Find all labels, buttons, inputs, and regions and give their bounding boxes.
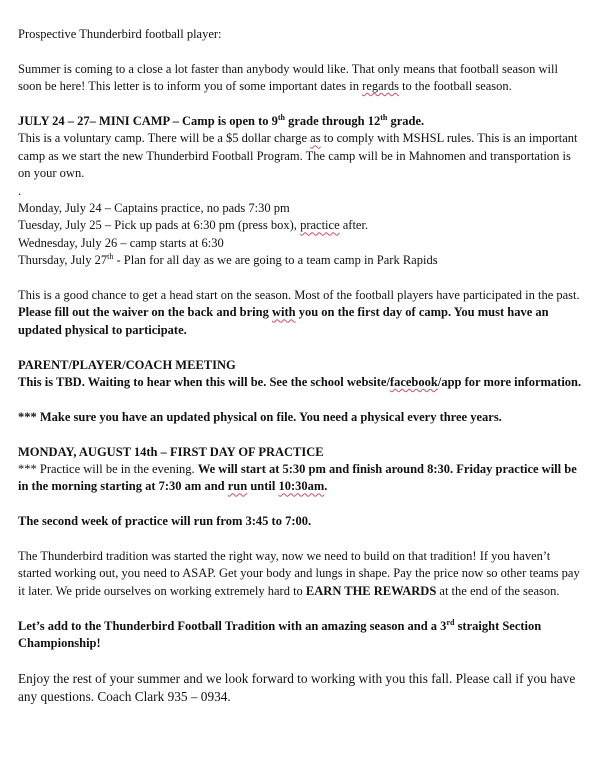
closing-paragraph: Enjoy the rest of your summer and we look forward to working with you this fall. Please call if you have any questions. Coach Clark 935 – 0934. bbox=[18, 670, 576, 705]
intro-paragraph: Summer is coming to a close a lot faster than anybody would like. That only means that football season will soon be here! This letter is to inform you of some important dates in regards to the football season. bbox=[18, 61, 558, 94]
spellcheck-word-with: with bbox=[271, 305, 296, 320]
stray-period: . bbox=[18, 183, 22, 198]
spellcheck-word-practice: practice bbox=[300, 218, 340, 233]
mini-camp-body: This is a voluntary camp. There will be a $5 dollar charge as to comply with MSHSL rules. This is an important camp as we start the new Thunderbird Football Program. The camp will be in Mahnomen and transportation is on your own. bbox=[18, 131, 578, 181]
mini-camp-heading: JULY 24 – 27– MINI CAMP – Camp is open to 9th grade through 12th grade. bbox=[18, 113, 425, 128]
meeting-body: This is TBD. Waiting to hear when this will be. See the school website/facebook/app for more information. bbox=[18, 375, 582, 390]
first-practice-heading: MONDAY, AUGUST 14th – FIRST DAY OF PRACTICE bbox=[18, 444, 324, 459]
spellcheck-word-run: run bbox=[227, 479, 248, 494]
lets-add-paragraph: Let’s add to the Thunderbird Football Tradition with an amazing season and a 3rd straight Section Championship! bbox=[18, 617, 542, 651]
spellcheck-word-facebook: facebook bbox=[389, 375, 438, 390]
schedule-thursday: Thursday, July 27th - Plan for all day as we are going to a team camp in Park Rapids bbox=[18, 252, 438, 268]
tradition-paragraph: The Thunderbird tradition was started the right way, now we need to build on that tradition! If you haven’t started working out, you need to ASAP. Get your body and lungs in shape. Pay the price now so other teams pay it later. We pride ourselves on working extremely hard to EARN THE REWARDS at the end of the season. bbox=[18, 549, 580, 598]
letter-document bbox=[18, 26, 584, 707]
first-practice-body: *** Practice will be in the evening. We will start at 5:30 pm and finish around 8:30. Friday practice will be in the morning starting at 7:30 am and run until 10:30am. bbox=[18, 462, 577, 494]
second-week-note: The second week of practice will run from 3:45 to 7:00. bbox=[18, 514, 312, 529]
physical-note: *** Make sure you have an updated physical on file. You need a physical every three years. bbox=[18, 409, 502, 424]
meeting-heading: PARENT/PLAYER/COACH MEETING bbox=[18, 357, 236, 372]
spellcheck-word-regards: regards bbox=[362, 79, 399, 94]
schedule-tuesday: Tuesday, July 25 – Pick up pads at 6:30 pm (press box), practice after. bbox=[18, 218, 369, 233]
schedule-wednesday: Wednesday, July 26 – camp starts at 6:30 bbox=[18, 235, 224, 250]
salutation: Prospective Thunderbird football player: bbox=[18, 27, 222, 41]
spellcheck-word-as: as bbox=[310, 131, 321, 146]
schedule-monday: Monday, July 24 – Captains practice, no pads 7:30 pm bbox=[18, 201, 290, 216]
spellcheck-word-time: 10:30am bbox=[278, 479, 325, 494]
head-start-paragraph: This is a good chance to get a head start on the season. Most of the football players have participated in the past. Please fill out the waiver on the back and bring with you on the first day of camp. You must have an updated physical to participate. bbox=[18, 288, 580, 337]
